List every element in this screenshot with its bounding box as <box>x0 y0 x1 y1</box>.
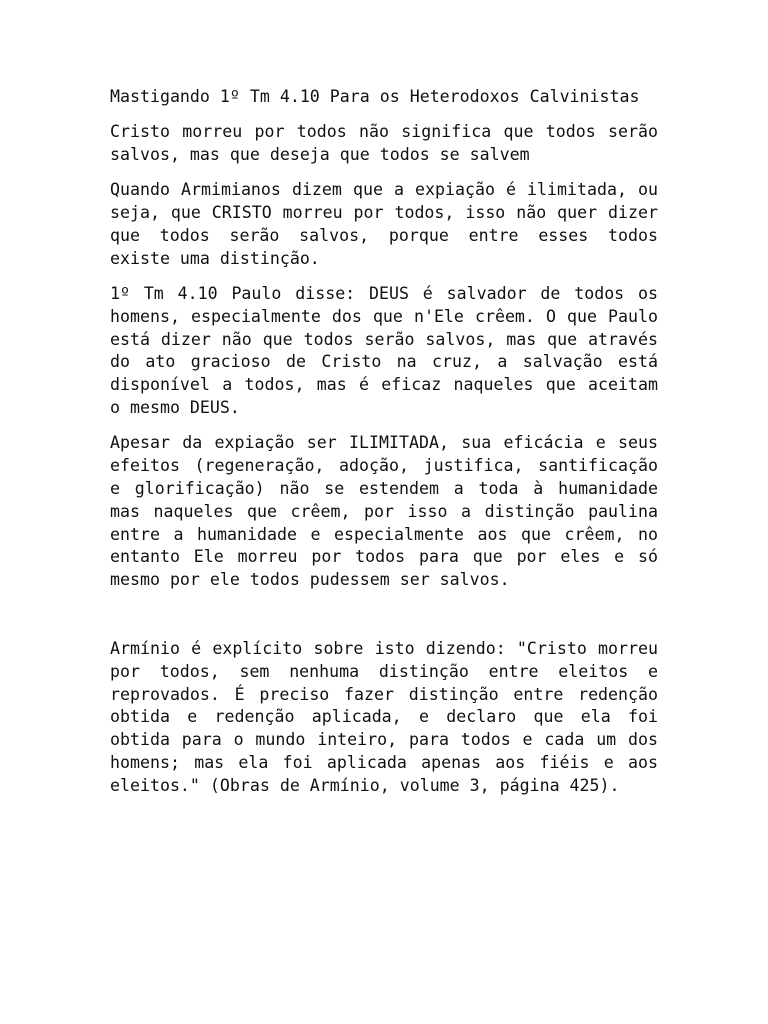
paragraph: Cristo morreu por todos não significa que todos serão salvos, mas que deseja que todos se salvem <box>110 122 658 165</box>
document-page <box>110 86 658 810</box>
document-title: Mastigando 1º Tm 4.10 Para os Heterodoxos Calvinistas <box>110 87 640 106</box>
quote-paragraph: Armínio é explícito sobre isto dizendo: "Cristo morreu por todos, sem nenhuma distinção entre eleitos e reprovados. É preciso fazer distinção entre redenção obtida e redenção aplicada, e declaro que ela foi obtida para o mundo inteiro, para todos e cada um dos homens; mas ela foi aplicada apenas aos fiéis e aos eleitos." (Obras de Armínio, volume 3, página 425). <box>110 638 658 795</box>
paragraph: Apesar da expiação ser ILIMITADA, sua eficácia e seus efeitos (regeneração, adoção, justifica, santificação e glorificação) não se estendem a toda à humanidade mas naqueles que crêem, por isso a distinção paulina entre a humanidade e especialmente aos que crêem, no entanto Ele morreu por todos para que por eles e só mesmo por ele todos pudessem ser salvos. <box>110 433 658 590</box>
paragraph: 1º Tm 4.10 Paulo disse: DEUS é salvador de todos os homens, especialmente dos que n'Ele crêem. O que Paulo está dizer não que todos serão salvos, mas que através do ato gracioso de Cristo na cruz, a salvação está disponível a todos, mas é eficaz naqueles que aceitam o mesmo DEUS. <box>110 284 658 418</box>
paragraph: Quando Armimianos dizem que a expiação é ilimitada, ou seja, que CRISTO morreu por todos, isso não quer dizer que todos serão salvos, porque entre esses todos existe uma distinção. <box>110 180 658 268</box>
